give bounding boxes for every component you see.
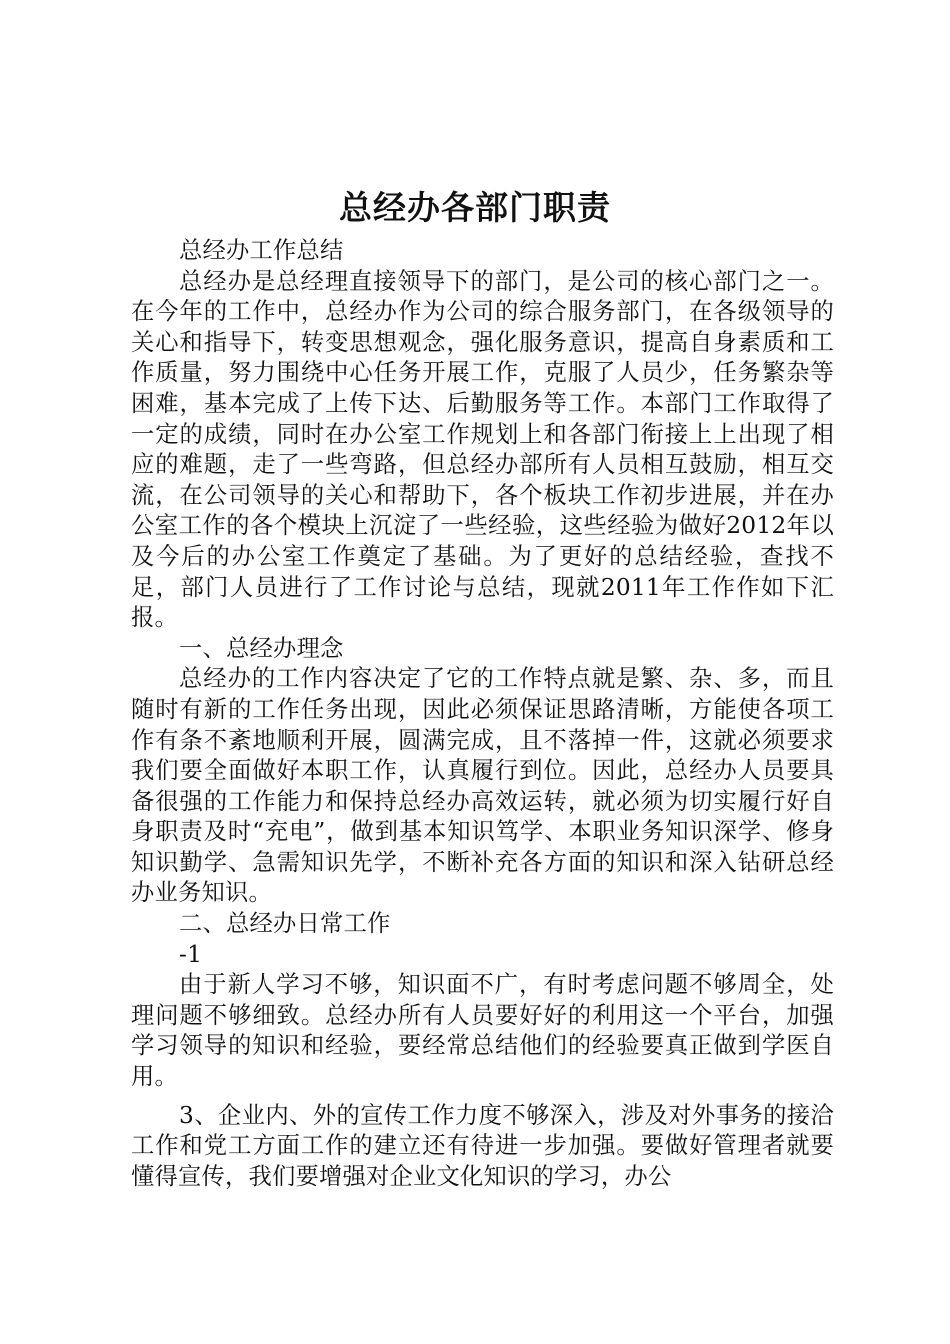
section-heading-summary: 总经办工作总结 [179, 237, 344, 264]
paragraph-concept: 总经办的工作内容决定了它的工作特点就是繁、杂、多，而且随时有新的工作任务出现，因此必须保证思路清晰，方能使各项工作有条不紊地顺利开展，圆满完成，且不落掉一件，这就必须要求我们要全面做好本职工作，认真履行到位。因此，总经办人员要具备很强的工作能力和保持总经办高效运转，就必须为切实履行好自身职责及时“充电”，做到基本知识笃学、本职业务知识深学、修身知识勤学、急需知识先学，不断补充各方面的知识和深入钻研总经办业务知识。 [131, 665, 834, 907]
section-heading-concept: 一、总经办理念 [179, 634, 344, 662]
document-body [131, 236, 834, 1192]
document-title: 总经办各部门职责 [339, 188, 611, 227]
paragraph-intro: 总经办是总经理直接领导下的部门，是公司的核心部门之一。在今年的工作中，总经办作为公司的综合服务部门，在各级领导的关心和指导下，转变思想观念，强化服务意识，提高自身素质和工作质量，努力围绕中心任务开展工作，克服了人员少，任务繁杂等困难，基本完成了上传下达、后勤服务等工作。本部门工作取得了一定的成绩，同时在办公室工作规划上和各部门衔接上上出现了相应的难题，走了一些弯路，但总经办部所有人员相互鼓励，相互交流，在公司领导的关心和帮助下，各个板块工作初步进展，并在办公室工作的各个模块上沉淀了一些经验，这些经验为做好2012年以及今后的办公室工作奠定了基础。为了更好的总结经验，查找不足，部门人员进行了工作讨论与总结，现就2011年工作作如下汇报。 [131, 267, 834, 632]
paragraph-publicity: 3、企业内、外的宣传工作力度不够深入，涉及对外事务的接洽工作和党工方面工作的建立还有待进一步加强。要做好管理者就要懂得宣传，我们要增强对企业文化知识的学习，办公 [131, 1101, 834, 1190]
paragraph-new-staff: 由于新人学习不够，知识面不广，有时考虑问题不够周全，处理问题不够细致。总经办所有人员要好好的利用这一个平台，加强学习领导的知识和经验，要经常总结他们的经验要真正做到学医自用。 [131, 971, 834, 1091]
section-heading-daily-work: 二、总经办日常工作 [179, 910, 391, 938]
page-marker: -1 [179, 940, 203, 968]
